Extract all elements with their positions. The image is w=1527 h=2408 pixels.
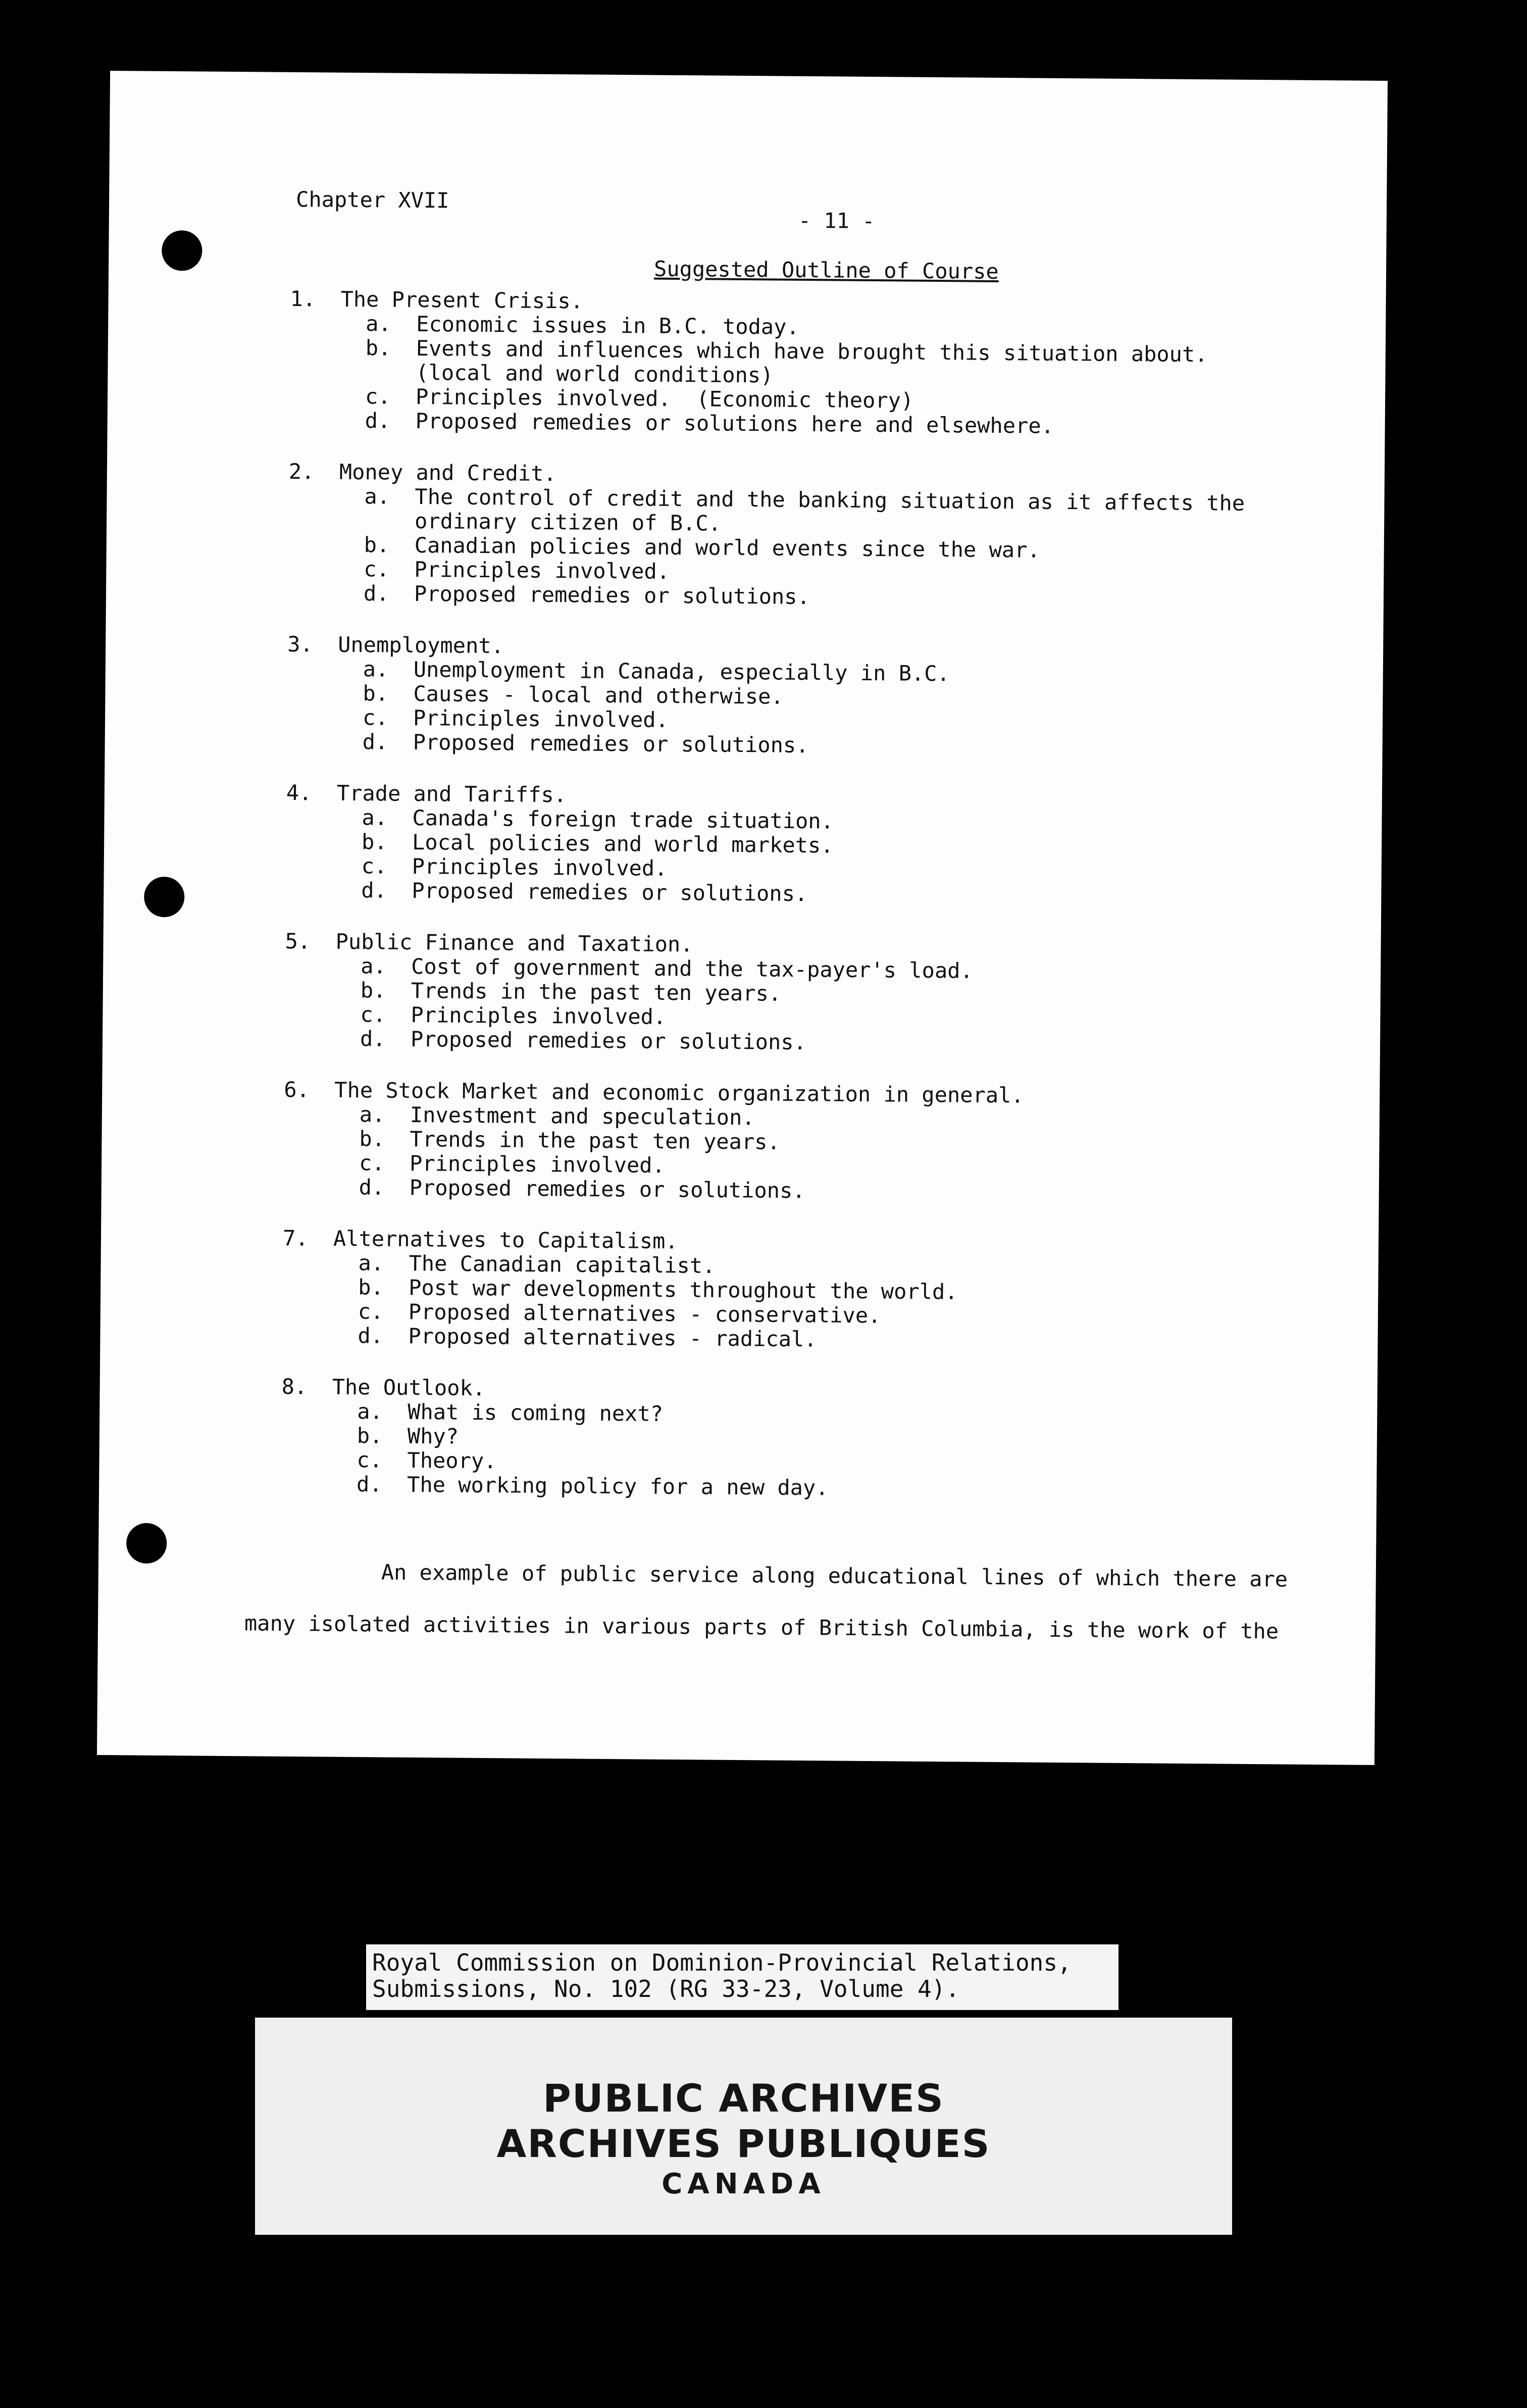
section-title: The Outlook. [332, 1374, 486, 1401]
citation-line: Royal Commission on Dominion-Provincial Relations, [372, 1949, 1072, 1976]
outline-section [285, 781, 1347, 910]
item-letter: d. [358, 1323, 384, 1348]
section-items [357, 1399, 1342, 1504]
section-items [365, 312, 1351, 440]
item-text: Post war developments throughout the world. [409, 1275, 958, 1305]
item-letter: b. [358, 1275, 384, 1300]
item-text: Principles involved. [411, 1002, 667, 1029]
stamp-line: ARCHIVES PUBLIQUES [496, 2121, 991, 2166]
stamp-line: PUBLIC ARCHIVES [543, 2076, 944, 2121]
outline-title: Suggested Outline of Course [653, 256, 999, 284]
section-number: 1. [290, 286, 316, 312]
section-number: 2. [288, 459, 315, 484]
item-letter: c. [361, 854, 387, 879]
item-letter: a. [364, 484, 390, 509]
item-letter: b. [357, 1423, 383, 1448]
item-letter: c. [357, 1447, 383, 1473]
item-text: Theory. [407, 1447, 497, 1474]
section-number: 8. [281, 1374, 308, 1399]
document-page [97, 71, 1388, 1765]
list-item [364, 484, 1349, 540]
outline-section [282, 1226, 1343, 1356]
citation-label [366, 1944, 1118, 2010]
stamp-line: CANADA [661, 2168, 826, 2200]
section-title: The Stock Market and economic organization in general. [334, 1077, 1024, 1108]
section-items [363, 657, 1348, 762]
section-items [360, 954, 1345, 1059]
body-paragraph [244, 1559, 1305, 1671]
item-letter: d. [360, 1026, 386, 1051]
section-number: 7. [282, 1225, 309, 1251]
outline-section [281, 1375, 1342, 1504]
section-title: Money and Credit. [339, 459, 556, 486]
item-text: Economic issues in B.C. today. [416, 311, 799, 339]
paragraph-line: many isolated activities in various parts of British Columbia, is the work of the [244, 1611, 1279, 1644]
section-title: Trade and Tariffs. [336, 780, 567, 808]
item-letter: c. [362, 705, 388, 730]
outline-section [287, 632, 1348, 762]
item-text: The Canadian capitalist. [409, 1250, 716, 1278]
section-title: Public Finance and Taxation. [335, 929, 693, 957]
item-letter: d. [363, 581, 389, 606]
item-text: Canadian policies and world events since the war. [414, 532, 1040, 563]
item-text: Principles involved. (Economic theory) [415, 384, 914, 413]
item-text: Events and influences which have brought this situation about. (local and world conditions) [416, 335, 1208, 388]
item-text: Unemployment in Canada, especially in B.C. [413, 657, 950, 686]
item-text: Proposed remedies or solutions. [410, 1026, 807, 1055]
item-letter: a. [363, 657, 389, 682]
section-title: Unemployment. [338, 632, 504, 659]
item-letter: c. [364, 557, 390, 582]
item-letter: a. [361, 954, 386, 979]
section-items [364, 484, 1349, 613]
item-text: The control of credit and the banking situation as it affects the ordinary citizen of B.C. [414, 484, 1245, 536]
item-letter: b. [365, 335, 391, 361]
item-letter: c. [358, 1299, 384, 1324]
item-text: Trends in the past ten years. [411, 978, 782, 1006]
item-text: Causes - local and otherwise. [413, 681, 784, 709]
section-number: 5. [285, 928, 311, 954]
section-items [359, 1102, 1344, 1207]
item-letter: a. [359, 1102, 385, 1127]
item-text: The working policy for a new day. [406, 1472, 829, 1500]
item-letter: b. [361, 829, 387, 855]
section-title: Alternatives to Capitalism. [333, 1226, 678, 1254]
section-items [361, 806, 1346, 910]
section-items [358, 1251, 1343, 1356]
archives-stamp [255, 2018, 1232, 2235]
item-text: Principles involved. [414, 557, 670, 584]
outline-section [283, 1078, 1345, 1207]
outline-section [284, 929, 1346, 1059]
item-text: Local policies and world markets. [412, 829, 834, 858]
item-letter: a. [358, 1250, 384, 1276]
item-letter: a. [362, 805, 388, 830]
item-letter: c. [365, 384, 391, 409]
outline-section [289, 287, 1351, 440]
item-letter: a. [357, 1399, 383, 1424]
punch-hole-bottom [126, 1523, 167, 1564]
item-letter: b. [363, 681, 389, 706]
item-letter: d. [361, 878, 387, 903]
item-text: Proposed remedies or solutions. [414, 581, 810, 610]
item-letter: d. [359, 1175, 385, 1200]
item-text: Trends in the past ten years. [410, 1126, 781, 1155]
item-letter: d. [356, 1472, 382, 1497]
section-number: 6. [284, 1077, 310, 1102]
item-text: Why? [407, 1423, 459, 1449]
item-text: Canada's foreign trade situation. [412, 805, 834, 834]
item-text: What is coming next? [408, 1399, 664, 1426]
item-text: Proposed alternatives - conservative. [408, 1299, 881, 1328]
item-text: Cost of government and the tax-payer's load. [411, 954, 973, 983]
item-letter: a. [366, 311, 391, 336]
item-letter: b. [360, 978, 386, 1003]
item-letter: c. [360, 1002, 386, 1027]
item-text: Proposed remedies or solutions. [413, 729, 809, 758]
item-text: Proposed alternatives - radical. [408, 1323, 817, 1352]
item-text: Proposed remedies or solutions. [409, 1175, 805, 1203]
section-number: 4. [286, 780, 312, 806]
item-letter: b. [359, 1126, 385, 1151]
list-item [365, 336, 1350, 392]
item-letter: b. [364, 532, 390, 558]
paragraph-line: An example of public service along educational lines of which there are [381, 1560, 1288, 1592]
punch-hole-top [162, 230, 202, 271]
item-letter: d. [365, 408, 391, 433]
citation-line: Submissions, No. 102 (RG 33-23, Volume 4). [372, 1975, 960, 2002]
section-title: The Present Crisis. [340, 286, 584, 314]
item-text: Proposed remedies or solutions. [412, 878, 808, 907]
item-letter: d. [362, 729, 388, 755]
section-number: 3. [287, 631, 313, 657]
item-text: Principles involved. [412, 854, 668, 881]
punch-hole-middle [144, 877, 185, 918]
chapter-label: Chapter XVII [295, 187, 449, 213]
item-text: Principles involved. [409, 1150, 666, 1178]
course-outline [281, 287, 1351, 1531]
outline-section [288, 460, 1349, 613]
item-letter: c. [359, 1150, 385, 1176]
item-text: Proposed remedies or solutions here and elsewhere. [415, 408, 1054, 438]
item-text: Investment and speculation. [410, 1102, 755, 1130]
page-number: - 11 - [798, 208, 875, 234]
item-text: Principles involved. [413, 705, 669, 732]
